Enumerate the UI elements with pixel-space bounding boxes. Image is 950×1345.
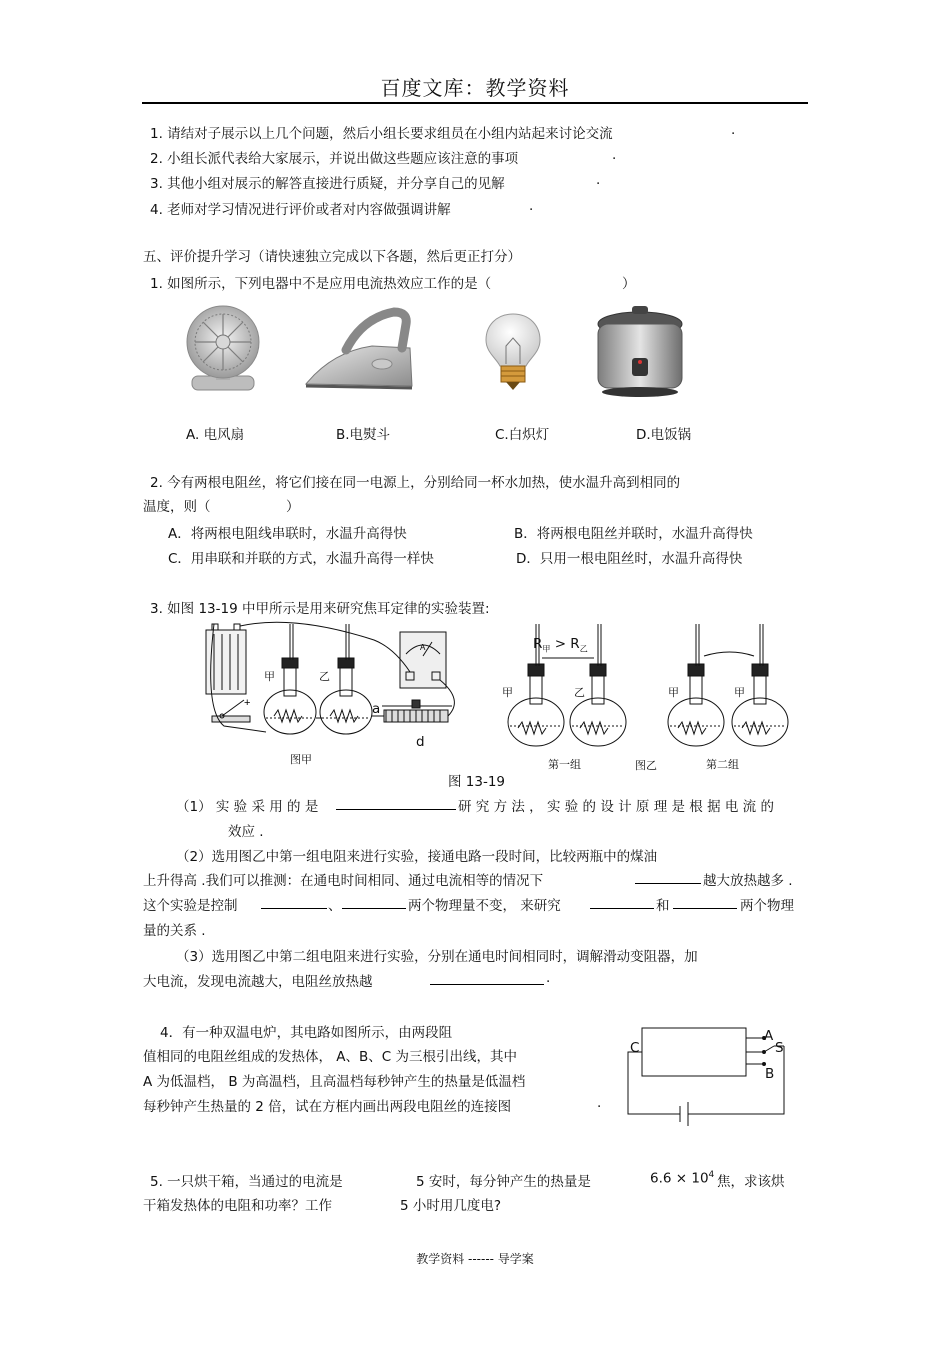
fig-a-label-d: d xyxy=(416,734,425,750)
q3-p2-line3-start: 这个实验是控制 xyxy=(143,898,238,914)
q3-blank-1[interactable] xyxy=(336,795,456,810)
ammeter-letter: A xyxy=(420,643,426,652)
page-footer: 教学资料 ------ 导学案 xyxy=(416,1252,534,1266)
q4-line2: 值相同的电阻丝组成的发热体， A、B、C 为三根引出线，其中 xyxy=(143,1049,518,1065)
q2-stem-line1: 2. 今有两根电阻丝，将它们接在同一电源上，分别给同一杯水加热，使水温升高到相同的 xyxy=(150,475,681,491)
q3-p3-line1: （3）选用图乙中第二组电阻来进行实验，分别在通电时间相同时，调解滑动变阻器，加 xyxy=(176,949,698,965)
q2-stem-line2: 温度，则（ xyxy=(143,499,211,515)
fig-b-g1-label-left: 甲 xyxy=(502,686,513,699)
q4-line3: A 为低温档， B 为高温档，且高温档每秒钟产生的热量是低温档 xyxy=(143,1074,526,1090)
q3-blank-2[interactable] xyxy=(635,869,701,884)
q3-blank-7[interactable] xyxy=(430,970,544,985)
q1-option-d: D.电饭锅 xyxy=(636,427,692,443)
q1-option-b: B.电熨斗 xyxy=(336,427,391,443)
step-4: 4. 老师对学习情况进行评价或者对内容做强调讲解 xyxy=(150,202,451,218)
fig-a-label-yi: 乙 xyxy=(319,670,330,683)
fig-13-19-caption: 图 13-19 xyxy=(448,774,506,790)
q1-close-paren: ） xyxy=(622,276,636,292)
q5-heat-exponent: 4 xyxy=(708,1170,715,1180)
q3-p2-line3-middle: 两个物理量不变， 来研究 xyxy=(408,898,561,914)
circuit-label-s: S xyxy=(775,1040,784,1056)
q2-option-c: C．用串联和并联的方式，水温升高得一样快 xyxy=(168,551,434,567)
header-divider xyxy=(142,102,808,104)
q5-line1-end: 焦，求该烘 xyxy=(717,1174,785,1190)
q5-heat-mantissa: 6.6 × 10 xyxy=(650,1170,709,1187)
step-3-dot: . xyxy=(596,172,601,188)
circuit-label-c: C xyxy=(630,1040,640,1056)
q5-line2-start: 干箱发热体的电阻和功率？工作 xyxy=(143,1198,332,1214)
q3-p2-line3-and: 和 xyxy=(656,898,670,914)
q3-stem: 3. 如图 13-19 中甲所示是用来研究焦耳定律的实验装置: xyxy=(150,601,490,617)
step-2: 2. 小组长派代表给大家展示，并说出做这些题应该注意的事项 xyxy=(150,151,519,167)
q4-dot: . xyxy=(597,1095,602,1111)
fig-b-g2-label-left: 甲 xyxy=(668,686,679,699)
r-yi: R xyxy=(570,636,580,652)
section-5-title: 五、评价提升学习（请快速独立完成以下各题，然后更正打分） xyxy=(143,249,521,265)
q5-line2-end: 5 小时用几度电? xyxy=(400,1198,502,1214)
fig-a-label-jia: 甲 xyxy=(264,670,275,683)
r-jia-sub: 甲 xyxy=(542,644,551,654)
q3-p1-start: （1） 实 验 采 用 的 是 xyxy=(176,799,319,815)
q3-p3-dot: . xyxy=(546,970,551,986)
q3-p2-line2: 上升得高 .我们可以推测：在通电时间相同、通过电流相等的情况下 xyxy=(143,873,544,889)
q3-blank-5[interactable] xyxy=(590,894,654,909)
q4-line1: 4．有一种双温电炉，其电路如图所示，由两段阻 xyxy=(160,1025,453,1041)
page-header-title: 百度文库：教学资料 xyxy=(380,76,570,100)
circuit-label-a: A xyxy=(764,1028,774,1044)
step-4-dot: . xyxy=(529,198,534,214)
q2-option-a: A．将两根电阻线串联时，水温升高得快 xyxy=(168,526,407,542)
fig-a-caption: 图甲 xyxy=(290,753,312,766)
q1-stem: 1. 如图所示，下列电器中不是应用电流热效应工作的是（ xyxy=(150,276,492,292)
step-1-dot: . xyxy=(731,122,736,138)
q3-p1-end: 效应 . xyxy=(228,824,264,840)
q2-option-b: B．将两根电阻丝并联时，水温升高得快 xyxy=(514,526,753,542)
incandescent-bulb-icon xyxy=(484,312,542,392)
fig-b-g2-label-right: 甲 xyxy=(734,686,745,699)
r-yi-sub: 乙 xyxy=(579,644,588,654)
q3-p3-line2: 大电流，发现电流越大，电阻丝放热越 xyxy=(143,974,373,990)
q3-p2-line2-end: 越大放热越多 . xyxy=(703,873,793,889)
q1-option-c: C.白炽灯 xyxy=(495,427,550,443)
electric-iron-icon xyxy=(302,306,418,392)
q3-p2-line3-sep: 、 xyxy=(328,898,342,914)
q3-p1-middle: 研 究 方 法 ， 实 验 的 设 计 原 理 是 根 据 电 流 的 xyxy=(458,799,774,815)
q1-option-a: A. 电风扇 xyxy=(186,427,245,443)
r-jia: R xyxy=(533,636,543,652)
fig-b-r-compare xyxy=(533,636,588,655)
electric-fan-icon xyxy=(178,304,270,396)
q3-blank-6[interactable] xyxy=(673,894,737,909)
q3-p2-line3-end: 两个物理 xyxy=(740,898,794,914)
q2-close-paren: ） xyxy=(286,499,300,515)
q3-blank-4[interactable] xyxy=(342,894,406,909)
q5-line1-start: 5. 一只烘干箱，当通过的电流是 xyxy=(150,1174,343,1190)
q3-blank-3[interactable] xyxy=(261,894,327,909)
step-2-dot: . xyxy=(612,147,617,163)
fig-b-g2-caption: 第二组 xyxy=(706,758,739,771)
step-1: 1. 请结对子展示以上几个问题，然后小组长要求组员在小组内站起来讨论交流 xyxy=(150,126,613,142)
q2-option-d: D．只用一根电阻丝时，水温升高得快 xyxy=(516,551,743,567)
q3-p2-line1: （2）选用图乙中第一组电阻来进行实验，接通电路一段时间，比较两瓶中的煤油 xyxy=(176,849,658,865)
q5-heat-value xyxy=(650,1170,714,1187)
joule-apparatus-figure-a xyxy=(204,620,466,748)
fig-a-plus-sign: + xyxy=(244,697,251,709)
r-greater-than: > xyxy=(554,636,566,652)
q4-line4: 每秒钟产生热量的 2 倍，试在方框内画出两段电阻丝的连接图 xyxy=(143,1099,512,1115)
q3-p2-line4: 量的关系 . xyxy=(143,923,206,939)
fig-b-g1-label-right: 乙 xyxy=(574,686,585,699)
fig-b-caption: 图乙 xyxy=(635,759,657,772)
fig-b-g1-caption: 第一组 xyxy=(548,758,581,771)
fig-b-group-2 xyxy=(660,622,802,752)
q5-line1-middle: 5 安时，每分钟产生的热量是 xyxy=(416,1174,591,1190)
fig-a-label-a: a xyxy=(372,701,381,717)
step-3: 3. 其他小组对展示的解答直接进行质疑，并分享自己的见解 xyxy=(150,176,505,192)
rice-cooker-icon xyxy=(592,306,688,398)
circuit-label-b: B xyxy=(765,1066,775,1082)
